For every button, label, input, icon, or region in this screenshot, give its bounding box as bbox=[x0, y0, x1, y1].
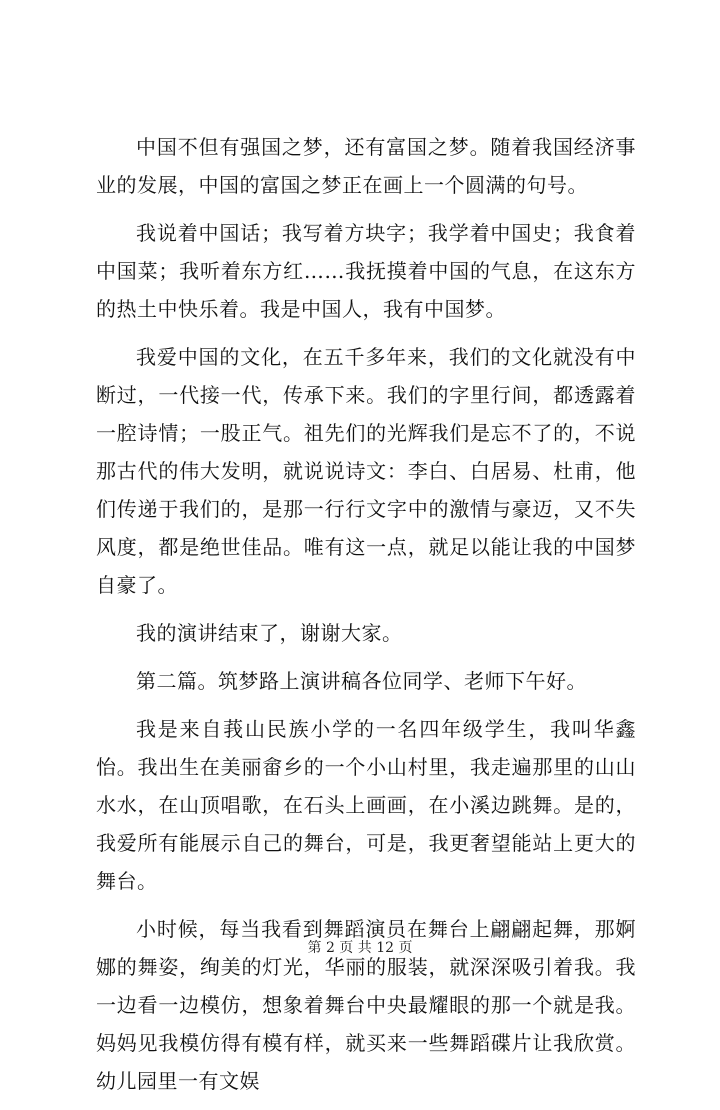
paragraph-4: 我的演讲结束了，谢谢大家。 bbox=[136, 621, 403, 645]
paragraph-5: 第二篇。筑梦路上演讲稿各位同学、老师下午好。 bbox=[136, 669, 587, 693]
paragraph-2: 我说着中国话；我写着方块字；我学着中国史；我食着中国菜；我听着东方红……我抚摸着中国的气息，在这东方的热土中快乐着。我是中国人，我有中国梦。 bbox=[96, 221, 636, 321]
paragraph-7: 小时候，每当我看到舞蹈演员在舞台上翩翩起舞，那婀娜的舞姿，绚美的灯光，华丽的服装，就深深吸引着我。我一边看一边模仿，想象着舞台中央最耀眼的那一个就是我。妈妈见我模仿得有模有样，就买来一些舞蹈碟片让我欣赏。幼儿园里一有文娱 bbox=[96, 917, 636, 1093]
page-footer: 第 2 页 共 12 页 bbox=[307, 940, 413, 956]
paragraph-6: 我是来自莪山民族小学的一名四年级学生，我叫华鑫怡。我出生在美丽畲乡的一个小山村里，我走遍那里的山山水水，在山顶唱歌，在石头上画画，在小溪边跳舞。是的，我爱所有能展示自己的舞台，可是，我更奢望能站上更大的舞台。 bbox=[96, 717, 636, 893]
paragraph-1: 中国不但有强国之梦，还有富国之梦。随着我国经济事业的发展，中国的富国之梦正在画上一个圆满的句号。 bbox=[96, 135, 636, 197]
paragraph-3: 我爱中国的文化，在五千多年来，我们的文化就没有中断过，一代接一代，传承下来。我们的字里行间，都透露着一腔诗情；一股正气。祖先们的光辉我们是忘不了的，不说那古代的伟大发明，就说说诗文：李白、白居易、杜甫，他们传递于我们的，是那一行行文字中的激情与豪迈，又不失风度，都是绝世佳品。唯有这一点，就足以能让我的中国梦自豪了。 bbox=[96, 345, 636, 597]
document-body bbox=[96, 128, 636, 1110]
